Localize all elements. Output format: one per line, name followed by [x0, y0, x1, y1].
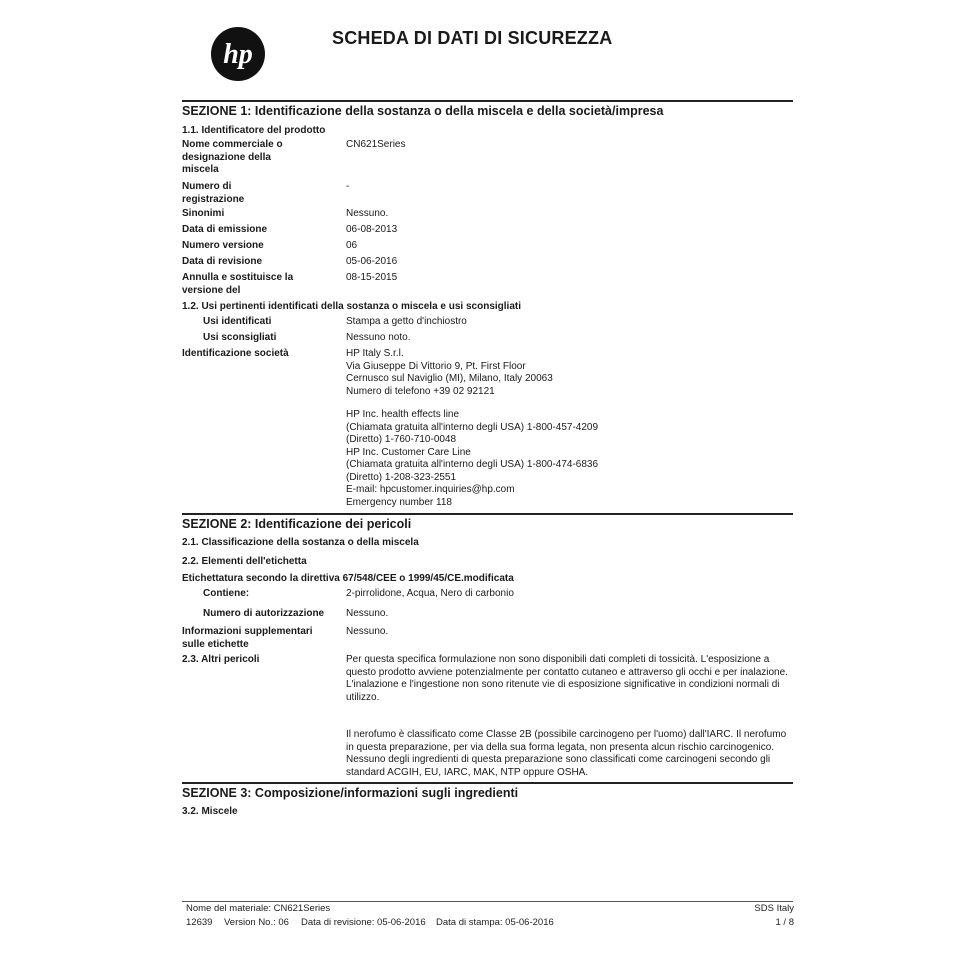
contact-line: HP Inc. Customer Care Line — [346, 446, 471, 458]
section3-title: SEZIONE 3: Composizione/informazioni sugli ingredienti — [182, 786, 519, 800]
footer-sds: SDS Italy — [754, 903, 794, 914]
address-line: Cernusco sul Naviglio (MI), Milano, Italy 20063 — [346, 373, 553, 384]
field-value: Nessuno noto. — [346, 332, 411, 343]
section-divider — [182, 100, 793, 102]
hp-logo — [210, 26, 266, 82]
subsection-1-1: 1.1. Identificatore del prodotto — [182, 125, 326, 136]
field-value: 08-15-2015 — [346, 272, 398, 283]
field-value: CN621Series — [346, 139, 406, 150]
field-value: 06 — [346, 240, 358, 251]
address-line: Via Giuseppe Di Vittorio 9, Pt. First Floor — [346, 360, 526, 372]
contact-line: HP Inc. health effects line — [346, 409, 460, 420]
field-value: Nessuno. — [346, 208, 389, 219]
contact-line: (Chiamata gratuita all'interno degli USA) 1-800-457-4209 — [346, 421, 599, 433]
field-label: Nome commerciale o designazione della miscela — [182, 139, 283, 175]
address-line: HP Italy S.r.l. — [346, 348, 404, 359]
contact-line: Emergency number 118 — [346, 496, 452, 508]
field-label: Usi sconsigliati — [203, 332, 277, 343]
contact-lines — [346, 409, 598, 509]
other-hazards-text: Per questa specifica formulazione non sono disponibili dati completi di tossicità. L'esposizione a questo prodotto avviene potenzialmente per contatto cutaneo e attraverso gli occhi e per inalazione. L'inalazione e l'ingestione non sono ritenute vie di esposizione significative in condizioni normali di utilizzo. — [346, 654, 788, 703]
field-label: Usi identificati — [203, 316, 272, 327]
other-hazards-text: Il nerofumo è classificato come Classe 2B (possibile carcinogeno per l'uomo) dall'IARC. Il nerofumo in questa preparazione, per via della sua forma legata, non presenta alcun rischio carcinogenico. Nessuno degli ingredienti di questa preparazione sono classificati come carcinogeni secondo gli standard ACGIH, EU, IARC, MAK, NTP oppure OSHA. — [346, 729, 787, 778]
subsection-2-1: 2.1. Classificazione della sostanza o della miscela — [182, 537, 419, 548]
field-value: 06-08-2013 — [346, 224, 398, 235]
section2-title: SEZIONE 2: Identificazione dei pericoli — [182, 517, 412, 531]
field-value: 05-06-2016 — [346, 256, 398, 267]
footer-revision: Data di revisione: 05-06-2016 — [301, 917, 426, 928]
footer-code: 12639 — [186, 917, 213, 928]
label-directive: Etichettatura secondo la direttiva 67/548/CEE o 1999/45/CE.modificata — [182, 573, 514, 584]
field-value: 2-pirrolidone, Acqua, Nero di carbonio — [346, 588, 514, 599]
field-label: Data di emissione — [182, 224, 268, 235]
company-address — [346, 348, 553, 398]
subsection-2-2: 2.2. Elementi dell'etichetta — [182, 556, 307, 567]
field-label: Identificazione società — [182, 348, 289, 359]
footer-divider — [182, 901, 793, 902]
field-label: Annulla e sostituisce la versione del — [182, 272, 294, 296]
field-label: Contiene: — [203, 588, 250, 599]
address-line: Numero di telefono +39 02 92121 — [346, 385, 495, 397]
contact-line: (Chiamata gratuita all'interno degli USA) 1-800-474-6836 — [346, 459, 599, 470]
subsection-1-2: 1.2. Usi pertinenti identificati della sostanza o miscela e usi sconsigliati — [182, 301, 521, 312]
field-label: 2.3. Altri pericoli — [182, 654, 260, 665]
field-value: Nessuno. — [346, 608, 389, 619]
contact-line: E-mail: hpcustomer.inquiries@hp.com — [346, 484, 515, 495]
footer-print: Data di stampa: 05-06-2016 — [436, 917, 554, 928]
field-label: Sinonimi — [182, 208, 225, 219]
subsection-3-2: 3.2. Miscele — [182, 806, 238, 817]
field-label: Numero di autorizzazione — [203, 608, 325, 619]
field-label: Numero di registrazione — [182, 181, 245, 205]
section1-title: SEZIONE 1: Identificazione della sostanza o della miscela e della società/impresa — [182, 104, 664, 118]
field-label: Data di revisione — [182, 256, 263, 267]
contact-line: (Diretto) 1-208-323-2551 — [346, 471, 457, 483]
field-label: Informazioni supplementari sulle etichette — [182, 626, 313, 650]
field-value: Nessuno. — [346, 626, 389, 637]
field-label: Numero versione — [182, 240, 264, 251]
section-divider — [182, 513, 793, 515]
footer-material: Nome del materiale: CN621Series — [186, 903, 331, 914]
contact-line: (Diretto) 1-760-710-0048 — [346, 434, 457, 445]
page-number: 1 / 8 — [775, 917, 794, 928]
footer-version: Version No.: 06 — [224, 917, 289, 928]
field-value: - — [346, 181, 350, 192]
section-divider — [182, 782, 793, 784]
document-title: SCHEDA DI DATI DI SICUREZZA — [332, 28, 613, 48]
svg-text:hp: hp — [223, 39, 253, 70]
field-value: Stampa a getto d'inchiostro — [346, 316, 467, 327]
